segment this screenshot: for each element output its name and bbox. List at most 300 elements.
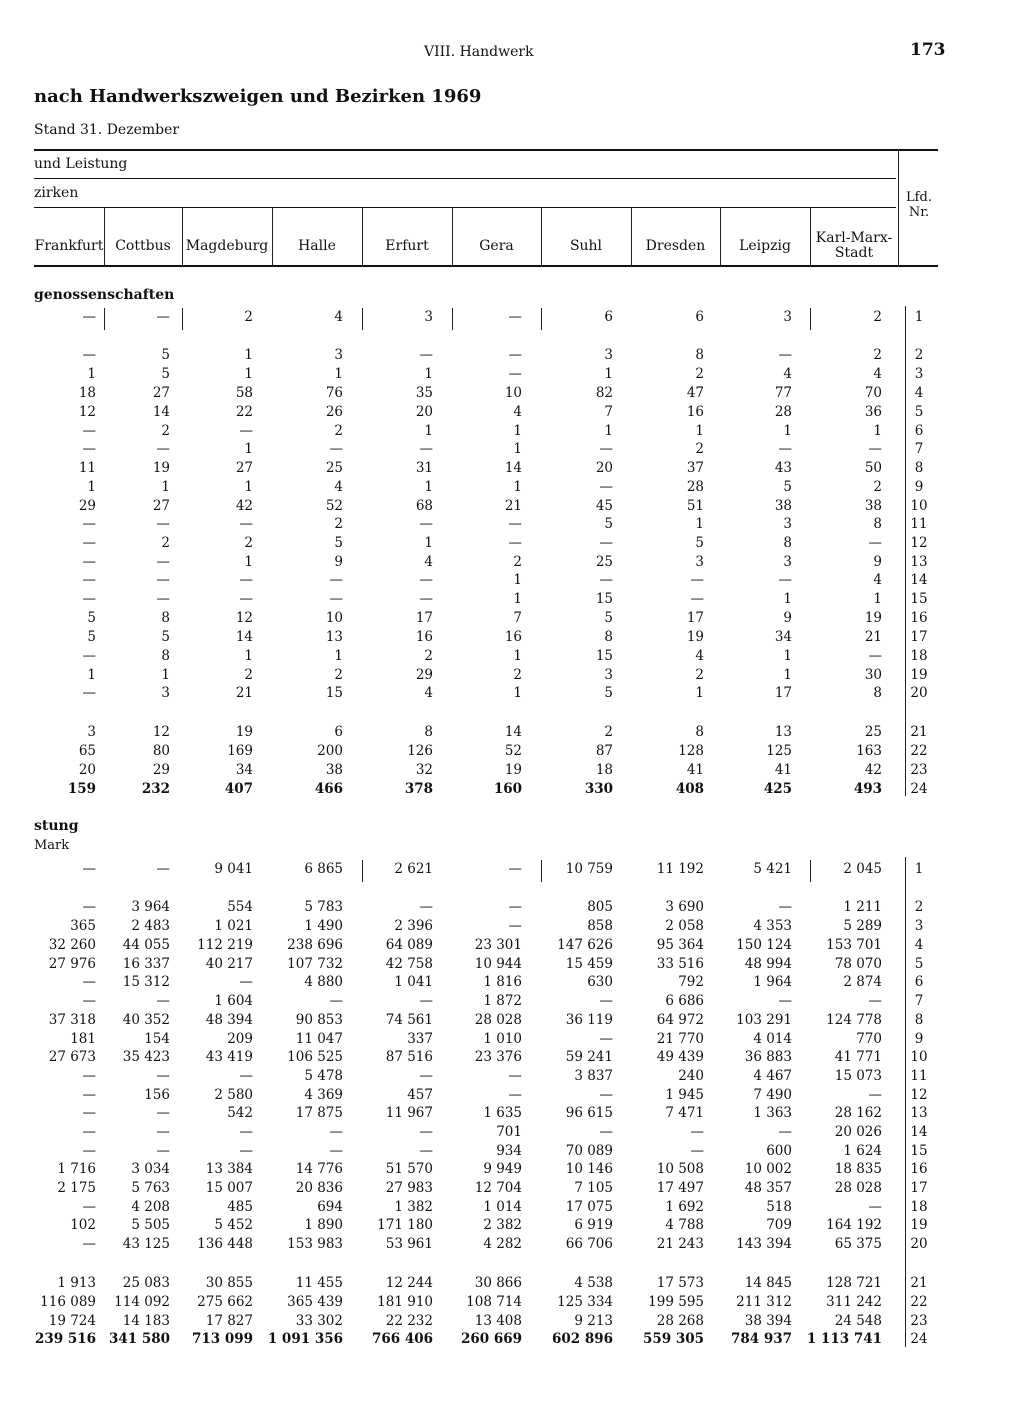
table-cell: — (868, 535, 882, 551)
table-cell: 1 (695, 423, 704, 439)
row-number: 3 (914, 918, 924, 934)
rule-header-2 (34, 207, 896, 208)
table-cell: 25 (325, 460, 343, 476)
table-cell: 1 (87, 667, 96, 683)
table-cell: 28 028 (474, 1012, 522, 1028)
table-cell: 19 724 (48, 1313, 96, 1329)
table-row (0, 1330, 1024, 1348)
table-cell: 8 (783, 535, 792, 551)
table-cell: 518 (766, 1199, 792, 1215)
table-cell: 23 376 (474, 1049, 522, 1065)
table-cell: 7 (513, 610, 522, 626)
table-cell: 125 334 (557, 1294, 613, 1310)
table-cell: 4 880 (304, 974, 343, 990)
table-cell: 5 (87, 610, 96, 626)
table-row (0, 1011, 1024, 1029)
lfd-separator (898, 151, 899, 265)
table-cell: 70 089 (565, 1143, 613, 1159)
table-cell: 199 595 (648, 1294, 704, 1310)
table-cell: 44 055 (122, 937, 170, 953)
table-cell: 15 312 (122, 974, 170, 990)
table-cell: — (156, 554, 170, 570)
table-cell: 311 242 (826, 1294, 882, 1310)
table-cell: 48 994 (744, 956, 792, 972)
table-cell: 28 (774, 404, 792, 420)
table-cell: — (82, 516, 96, 532)
table-cell: 11 455 (295, 1275, 343, 1291)
table-cell: 407 (224, 781, 253, 797)
table-cell: — (239, 1124, 253, 1140)
table-cell: 59 241 (565, 1049, 613, 1065)
table-cell: 52 (325, 498, 343, 514)
table-cell: 17 (686, 610, 704, 626)
table-cell: 4 (873, 366, 882, 382)
table-cell: 1 (244, 479, 253, 495)
table-cell: 43 (774, 460, 792, 476)
table-cell: 1 635 (483, 1105, 522, 1121)
page-subtitle: Stand 31. Dezember (34, 122, 180, 138)
column-header: Cottbus (115, 237, 171, 254)
table-cell: 5 421 (753, 861, 792, 877)
table-row (0, 1048, 1024, 1066)
table-cell: — (329, 572, 343, 588)
table-cell: 37 318 (48, 1012, 96, 1028)
table-cell: 164 192 (826, 1217, 882, 1233)
column-header: Magdeburg (185, 237, 269, 254)
table-cell: 53 961 (385, 1236, 433, 1252)
table-cell: 1 041 (394, 974, 433, 990)
table-cell: — (82, 648, 96, 664)
table-cell: 19 (864, 610, 882, 626)
table-cell: 22 232 (385, 1313, 433, 1329)
table-cell: 156 (144, 1087, 170, 1103)
row-number: 10 (910, 1049, 928, 1065)
table-cell: — (82, 347, 96, 363)
row-number: 18 (910, 1199, 928, 1215)
table-cell: 554 (227, 899, 253, 915)
table-cell: 43 125 (122, 1236, 170, 1252)
table-cell: 1 716 (57, 1161, 96, 1177)
table-cell: 19 (686, 629, 704, 645)
table-cell: 35 423 (122, 1049, 170, 1065)
table-cell: 32 (415, 762, 433, 778)
table-cell: 10 (325, 610, 343, 626)
table-cell: 2 (334, 667, 343, 683)
table-cell: 10 146 (565, 1161, 613, 1177)
row-number: 12 (910, 535, 928, 551)
table-cell: 87 (595, 743, 613, 759)
table-cell: 3 (604, 667, 613, 683)
table-cell: 4 014 (753, 1031, 792, 1047)
table-cell: 1 113 741 (806, 1331, 882, 1347)
table-cell: 33 302 (295, 1313, 343, 1329)
table-cell: 4 282 (483, 1236, 522, 1252)
table-cell: 90 853 (295, 1012, 343, 1028)
table-cell: 18 835 (834, 1161, 882, 1177)
section-2-label: stung (34, 818, 79, 834)
table-row (0, 666, 1024, 684)
row-number: 19 (910, 1217, 928, 1233)
table-cell: 6 (334, 724, 343, 740)
table-row (0, 955, 1024, 973)
table-cell: 68 (415, 498, 433, 514)
table-cell: — (82, 1143, 96, 1159)
table-cell: 2 058 (665, 918, 704, 934)
table-cell: 4 (334, 479, 343, 495)
table-cell: 30 (864, 667, 882, 683)
table-cell: 28 268 (656, 1313, 704, 1329)
row-number: 15 (910, 591, 928, 607)
table-cell: 5 478 (304, 1068, 343, 1084)
table-cell: — (156, 441, 170, 457)
table-cell: — (156, 1068, 170, 1084)
table-row (0, 860, 1024, 878)
table-cell: 2 045 (843, 861, 882, 877)
table-cell: 9 (783, 610, 792, 626)
table-cell: 2 483 (131, 918, 170, 934)
table-cell: 12 244 (385, 1275, 433, 1291)
table-cell: 43 419 (205, 1049, 253, 1065)
row-number: 20 (910, 1236, 928, 1252)
table-cell: 14 (504, 724, 522, 740)
table-cell: 27 (152, 498, 170, 514)
row-number: 5 (914, 956, 924, 972)
table-row (0, 1160, 1024, 1178)
table-row (0, 1179, 1024, 1197)
table-cell: 9 (873, 554, 882, 570)
table-cell: 33 516 (656, 956, 704, 972)
table-cell: 485 (227, 1199, 253, 1215)
table-cell: 408 (675, 781, 704, 797)
table-row (0, 647, 1024, 665)
column-separator (631, 208, 632, 266)
table-cell: — (329, 993, 343, 1009)
row-number: 4 (914, 937, 924, 953)
table-cell: 5 (161, 347, 170, 363)
table-cell: 466 (314, 781, 343, 797)
table-row (0, 459, 1024, 477)
table-cell: 15 (595, 591, 613, 607)
row-number: 13 (910, 554, 928, 570)
table-cell: — (82, 993, 96, 1009)
table-cell: 1 890 (304, 1217, 343, 1233)
table-cell: 80 (152, 743, 170, 759)
table-cell: 45 (595, 498, 613, 514)
table-cell: — (419, 993, 433, 1009)
table-cell: 805 (587, 899, 613, 915)
row-number: 14 (910, 572, 928, 588)
table-cell: 4 (783, 366, 792, 382)
table-cell: 330 (584, 781, 613, 797)
table-cell: 19 (235, 724, 253, 740)
table-cell: 14 (152, 404, 170, 420)
table-cell: 232 (141, 781, 170, 797)
column-header: Erfurt (385, 237, 429, 254)
table-cell: — (690, 572, 704, 588)
table-cell: 95 364 (656, 937, 704, 953)
table-cell: 1 (513, 591, 522, 607)
table-cell: 21 243 (656, 1236, 704, 1252)
table-cell: 1 (334, 366, 343, 382)
table-cell: — (690, 1124, 704, 1140)
table-cell: 23 301 (474, 937, 522, 953)
table-cell: — (508, 1087, 522, 1103)
table-cell: — (599, 441, 613, 457)
table-cell: 1 (244, 441, 253, 457)
table-cell: 18 (595, 762, 613, 778)
table-cell: 143 394 (736, 1236, 792, 1252)
table-cell: 9 (334, 554, 343, 570)
table-cell: 17 497 (656, 1180, 704, 1196)
table-cell: — (508, 516, 522, 532)
table-cell: 365 439 (287, 1294, 343, 1310)
row-number: 17 (910, 1180, 928, 1196)
table-cell: 200 (317, 743, 343, 759)
row-number: 7 (914, 993, 924, 1009)
table-cell: 4 (873, 572, 882, 588)
table-cell: 784 937 (730, 1331, 792, 1347)
table-cell: 2 382 (483, 1217, 522, 1233)
table-cell: — (239, 1068, 253, 1084)
row-number: 14 (910, 1124, 928, 1140)
table-cell: 2 (334, 423, 343, 439)
table-cell: 20 836 (295, 1180, 343, 1196)
table-cell: 559 305 (642, 1331, 704, 1347)
table-cell: 21 (504, 498, 522, 514)
table-cell: 6 686 (665, 993, 704, 1009)
table-row (0, 780, 1024, 798)
table-cell: 102 (70, 1217, 96, 1233)
table-cell: — (419, 591, 433, 607)
table-cell: 3 (783, 516, 792, 532)
table-row (0, 898, 1024, 916)
table-cell: 1 692 (665, 1199, 704, 1215)
table-row (0, 534, 1024, 552)
table-cell: 147 626 (557, 937, 613, 953)
table-cell: 2 (873, 479, 882, 495)
row-number: 5 (914, 404, 924, 420)
table-cell: 8 (873, 516, 882, 532)
table-cell: 1 (161, 667, 170, 683)
table-cell: — (156, 591, 170, 607)
table-cell: 8 (695, 347, 704, 363)
table-cell: 12 (152, 724, 170, 740)
table-row (0, 308, 1024, 326)
table-cell: 493 (853, 781, 882, 797)
table-cell: 29 (152, 762, 170, 778)
table-cell: 14 (504, 460, 522, 476)
table-row (0, 1104, 1024, 1122)
table-cell: 21 770 (656, 1031, 704, 1047)
table-cell: 457 (407, 1087, 433, 1103)
table-cell: 78 070 (834, 956, 882, 972)
table-cell: 52 (504, 743, 522, 759)
table-cell: 11 (78, 460, 96, 476)
row-number: 11 (910, 516, 928, 532)
table-cell: 28 (686, 479, 704, 495)
table-cell: — (156, 993, 170, 1009)
table-cell: 48 394 (205, 1012, 253, 1028)
row-number: 19 (910, 667, 928, 683)
row-number: 8 (914, 1012, 924, 1028)
table-cell: 1 (695, 516, 704, 532)
table-cell: 2 396 (394, 918, 433, 934)
table-cell: 240 (678, 1068, 704, 1084)
table-cell: 766 406 (371, 1331, 433, 1347)
table-row (0, 628, 1024, 646)
table-cell: 3 (695, 554, 704, 570)
table-cell: 25 (595, 554, 613, 570)
table-cell: — (599, 479, 613, 495)
table-cell: 171 180 (377, 1217, 433, 1233)
row-number: 24 (910, 1331, 928, 1347)
table-cell: 12 (78, 404, 96, 420)
table-cell: 34 (235, 762, 253, 778)
table-cell: 19 (504, 762, 522, 778)
table-cell: 378 (404, 781, 433, 797)
table-cell: 2 (695, 366, 704, 382)
table-cell: 51 570 (385, 1161, 433, 1177)
table-cell: 41 (686, 762, 704, 778)
table-cell: 630 (587, 974, 613, 990)
table-cell: 15 007 (205, 1180, 253, 1196)
table-cell: 1 913 (57, 1275, 96, 1291)
table-cell: 125 (766, 743, 792, 759)
table-cell: 42 (864, 762, 882, 778)
table-cell: 5 (695, 535, 704, 551)
table-cell: 1 945 (665, 1087, 704, 1103)
table-cell: 11 192 (656, 861, 704, 877)
table-cell: 1 (604, 366, 613, 382)
table-cell: — (599, 1087, 613, 1103)
table-cell: 3 (161, 685, 170, 701)
rule-top (34, 149, 938, 151)
table-cell: — (868, 1199, 882, 1215)
column-header: Suhl (569, 237, 603, 254)
table-cell: 2 175 (57, 1180, 96, 1196)
data-column-rule (541, 860, 542, 882)
table-cell: 239 516 (34, 1331, 96, 1347)
table-cell: 5 (604, 685, 613, 701)
table-cell: — (156, 516, 170, 532)
column-separator (720, 208, 721, 266)
table-cell: 1 (873, 591, 882, 607)
table-cell: — (329, 1124, 343, 1140)
table-cell: 150 124 (736, 937, 792, 953)
table-cell: 4 538 (574, 1275, 613, 1291)
table-cell: 153 701 (826, 937, 882, 953)
column-separator (541, 208, 542, 266)
table-cell: 15 (325, 685, 343, 701)
table-cell: 5 505 (131, 1217, 170, 1233)
table-row (0, 571, 1024, 589)
table-cell: 40 217 (205, 956, 253, 972)
table-cell: 14 845 (744, 1275, 792, 1291)
table-row (0, 1123, 1024, 1141)
table-cell: 36 883 (744, 1049, 792, 1065)
row-number: 9 (914, 479, 924, 495)
table-cell: — (419, 441, 433, 457)
row-number: 4 (914, 385, 924, 401)
table-row (0, 742, 1024, 760)
table-cell: 7 (604, 404, 613, 420)
table-cell: — (690, 1143, 704, 1159)
table-cell: — (82, 309, 96, 325)
table-cell: 19 (152, 460, 170, 476)
table-cell: 12 (235, 610, 253, 626)
table-cell: — (82, 591, 96, 607)
table-row (0, 1067, 1024, 1085)
table-cell: 4 (424, 554, 433, 570)
table-cell: — (82, 1105, 96, 1121)
table-cell: — (508, 861, 522, 877)
row-number: 16 (910, 610, 928, 626)
table-cell: 169 (227, 743, 253, 759)
table-cell: 934 (496, 1143, 522, 1159)
table-cell: 1 964 (753, 974, 792, 990)
table-row (0, 497, 1024, 515)
table-cell: 701 (496, 1124, 522, 1140)
table-row (0, 422, 1024, 440)
row-number: 7 (914, 441, 924, 457)
table-cell: 1 (334, 648, 343, 664)
table-cell: 10 508 (656, 1161, 704, 1177)
table-cell: — (419, 572, 433, 588)
table-cell: 17 573 (656, 1275, 704, 1291)
table-cell: 5 (783, 479, 792, 495)
data-column-rule (104, 308, 105, 330)
table-cell: — (239, 572, 253, 588)
row-number: 20 (910, 685, 928, 701)
table-cell: 16 (415, 629, 433, 645)
table-row (0, 440, 1024, 458)
table-cell: — (419, 1068, 433, 1084)
table-row (0, 384, 1024, 402)
table-cell: 4 (424, 685, 433, 701)
table-cell: 7 105 (574, 1180, 613, 1196)
lfd-header: Lfd. Nr. (906, 190, 932, 220)
table-cell: 3 837 (574, 1068, 613, 1084)
row-number: 10 (910, 498, 928, 514)
table-cell: 2 580 (214, 1087, 253, 1103)
table-cell: 42 758 (385, 956, 433, 972)
table-cell: 114 092 (114, 1294, 170, 1310)
table-row (0, 1274, 1024, 1292)
table-cell: 5 452 (214, 1217, 253, 1233)
table-cell: 65 375 (834, 1236, 882, 1252)
row-number: 1 (914, 861, 924, 877)
table-cell: 2 (873, 347, 882, 363)
table-cell: 1 (783, 667, 792, 683)
table-cell: 713 099 (191, 1331, 253, 1347)
table-cell: — (156, 1105, 170, 1121)
table-cell: 1 091 356 (267, 1331, 343, 1347)
table-cell: — (599, 572, 613, 588)
table-cell: 1 021 (214, 918, 253, 934)
table-cell: 6 865 (304, 861, 343, 877)
table-cell: — (599, 993, 613, 1009)
table-cell: 6 (604, 309, 613, 325)
table-cell: — (419, 516, 433, 532)
table-cell: 87 516 (385, 1049, 433, 1065)
table-cell: 38 394 (744, 1313, 792, 1329)
table-cell: 600 (766, 1143, 792, 1159)
table-cell: 1 624 (843, 1143, 882, 1159)
table-cell: 1 816 (483, 974, 522, 990)
table-cell: 3 690 (665, 899, 704, 915)
table-cell: 5 (161, 366, 170, 382)
table-cell: 2 (695, 441, 704, 457)
